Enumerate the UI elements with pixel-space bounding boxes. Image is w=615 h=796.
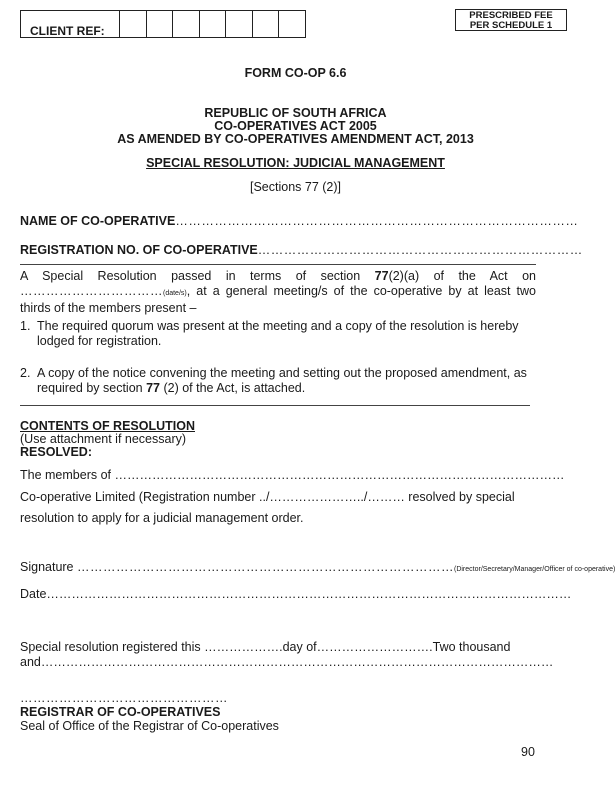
date-note: (date/s) bbox=[163, 290, 187, 297]
registration-field[interactable]: ………………………………………………………………… bbox=[257, 243, 583, 257]
name-of-cooperative-row bbox=[20, 214, 579, 229]
item-2-text-2: (2) of the Act, is attached. bbox=[160, 381, 306, 395]
members-line[interactable]: The members of ……………………………………………………………………………………………… bbox=[20, 468, 565, 482]
client-ref-cell[interactable] bbox=[119, 11, 146, 37]
client-ref-label: CLIENT REF: bbox=[30, 24, 105, 38]
intro-text-3: , at a general meeting/s of the co-operative by at least two thirds of the members present – bbox=[20, 284, 536, 315]
form-title: FORM CO-OP 6.6 bbox=[244, 66, 347, 80]
sections-reference: [Sections 77 (2)] bbox=[249, 180, 341, 194]
divider bbox=[20, 264, 536, 265]
registrar-block bbox=[20, 691, 279, 733]
signature-row bbox=[20, 560, 615, 577]
header-line-3: AS AMENDED BY CO-OPERATIVES AMENDMENT ACT, 2013 bbox=[117, 132, 474, 146]
client-ref-cell[interactable] bbox=[225, 11, 252, 37]
item-1-text: The required quorum was present at the meeting and a copy of the resolution is hereby lodged for registration. bbox=[37, 319, 519, 348]
intro-section: 77 bbox=[374, 269, 389, 283]
meeting-date-field[interactable]: …………………………… bbox=[20, 284, 163, 298]
intro-text-2: (2)(a) of the Act on bbox=[388, 269, 537, 283]
registered-line-2[interactable]: and…………………………………………………………………………………………………………… bbox=[20, 655, 554, 669]
item-2-text bbox=[37, 366, 536, 396]
signature-field[interactable]: …………………………………………………………………………… bbox=[76, 560, 454, 574]
client-ref-box bbox=[20, 10, 306, 38]
contents-note: (Use attachment if necessary) bbox=[20, 432, 187, 446]
page-number: 90 bbox=[521, 745, 535, 759]
resolution-line: resolution to apply for a judicial management order. bbox=[20, 511, 304, 525]
item-2-text-1: A copy of the notice convening the meeting and setting out the proposed amendment, as required by section bbox=[37, 366, 527, 395]
item-2-number: 2. bbox=[20, 366, 31, 380]
client-ref-cell[interactable] bbox=[172, 11, 199, 37]
signature-note: (Director/Secretary/Manager/Officer of co-operative) bbox=[453, 566, 615, 573]
registrar-title: REGISTRAR OF CO-OPERATIVES bbox=[20, 705, 221, 719]
contents-heading: CONTENTS OF RESOLUTION bbox=[20, 419, 195, 433]
signature-label: Signature bbox=[20, 560, 77, 574]
header-line-1: REPUBLIC OF SOUTH AFRICA bbox=[204, 106, 387, 120]
fee-line-1: PRESCRIBED FEE bbox=[469, 10, 553, 21]
divider bbox=[20, 405, 530, 406]
intro-paragraph bbox=[20, 269, 536, 316]
registration-number-row bbox=[20, 243, 583, 258]
form-subtitle: SPECIAL RESOLUTION: JUDICIAL MANAGEMENT bbox=[146, 156, 445, 170]
intro-text-1: A Special Resolution passed in terms of section bbox=[20, 269, 375, 283]
header-line-2: CO-OPERATIVES ACT 2005 bbox=[214, 119, 377, 133]
fee-line-2: PER SCHEDULE 1 bbox=[469, 20, 553, 31]
client-ref-cell[interactable] bbox=[199, 11, 226, 37]
client-ref-cell[interactable] bbox=[278, 11, 305, 37]
registered-line-1[interactable]: Special resolution registered this ……………….day of……………………….Two thousand bbox=[20, 640, 511, 654]
date-field[interactable]: Date……………………………………………………………………………………………………………… bbox=[20, 587, 572, 601]
registrar-signature-field[interactable]: ………………………………………… bbox=[20, 691, 228, 705]
registration-label: REGISTRATION NO. OF CO-OPERATIVE bbox=[20, 243, 258, 257]
name-field[interactable]: ………………………………………………………………………………… bbox=[175, 214, 579, 228]
client-ref-cell[interactable] bbox=[146, 11, 173, 37]
item-1-number: 1. bbox=[20, 319, 31, 333]
header-block bbox=[0, 107, 591, 146]
item-1 bbox=[20, 319, 536, 349]
client-ref-cell[interactable] bbox=[252, 11, 279, 37]
name-label: NAME OF CO-OPERATIVE bbox=[20, 214, 176, 228]
item-2 bbox=[20, 366, 536, 396]
registrar-seal-text: Seal of Office of the Registrar of Co-operatives bbox=[20, 719, 279, 733]
contents-block bbox=[20, 420, 195, 459]
item-2-section: 77 bbox=[146, 381, 160, 395]
prescribed-fee-box bbox=[455, 9, 567, 31]
resolved-label: RESOLVED: bbox=[20, 445, 92, 459]
cooperative-line[interactable]: Co-operative Limited (Registration number ../…………………../……… resolved by special bbox=[20, 490, 515, 504]
